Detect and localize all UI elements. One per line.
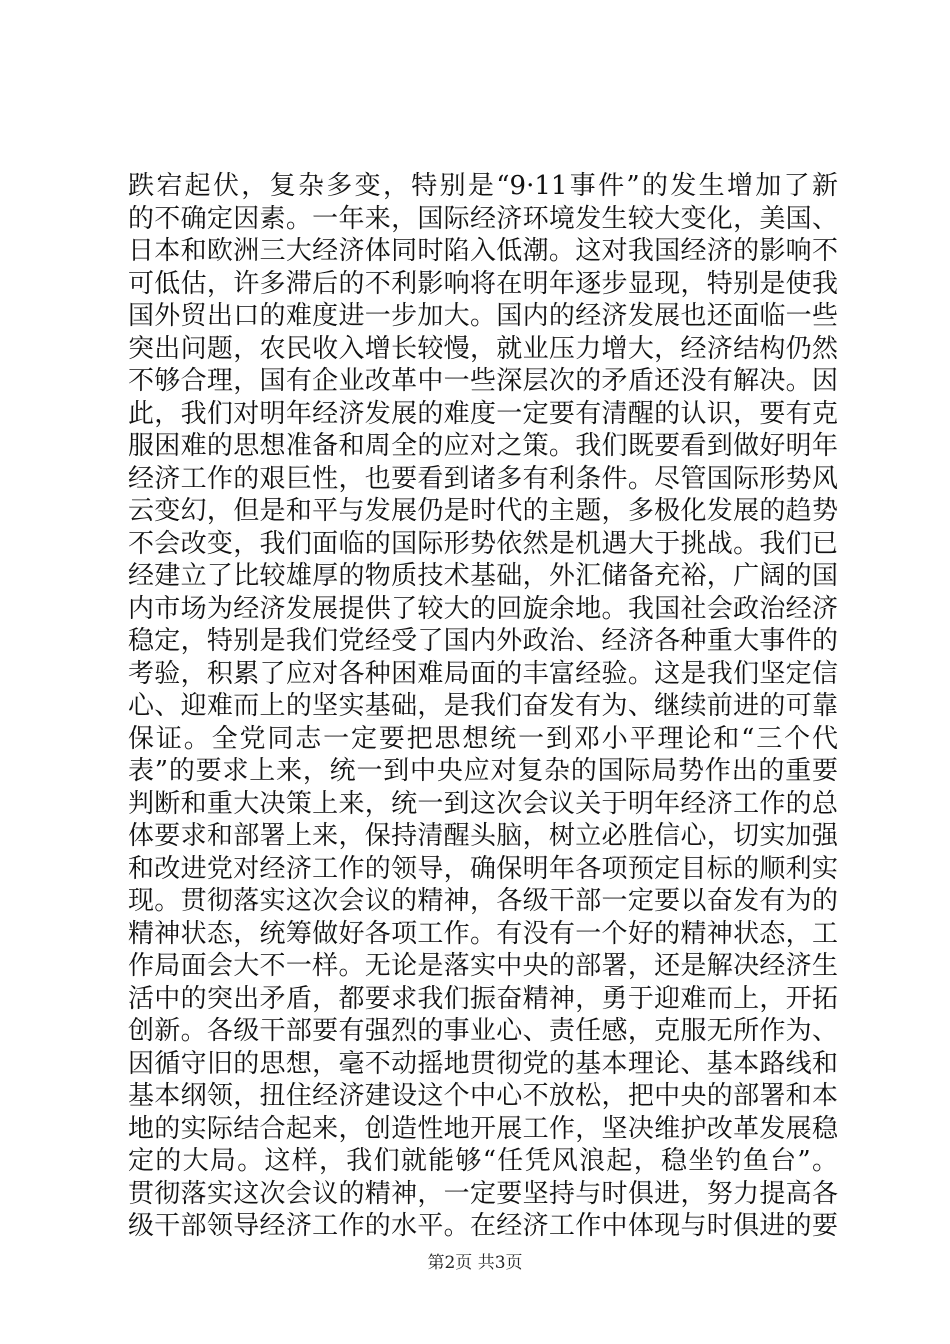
- text-line: 云变幻，但是和平与发展仍是时代的主题，多极化发展的趋势: [128, 496, 838, 526]
- text-line: 创新。各级干部要有强烈的事业心、责任感，克服无所作为、: [128, 1016, 838, 1046]
- text-line: 因循守旧的思想，毫不动摇地贯彻党的基本理论、基本路线和: [128, 1048, 838, 1079]
- text-line: 服困难的思想准备和周全的应对之策。我们既要看到做好明年: [128, 431, 838, 461]
- text-line: 突出问题，农民收入增长较慢，就业压力增大，经济结构仍然: [128, 333, 838, 364]
- text-line: 级干部领导经济工作的水平。在经济工作中体现与时俱进的要: [128, 1211, 838, 1241]
- text-line: 经济工作的艰巨性，也要看到诸多有利条件。尽管国际形势风: [128, 463, 838, 494]
- text-line: 基本纲领，扭住经济建设这个中心不放松，把中央的部署和本: [128, 1081, 838, 1111]
- text-line: 地的实际结合起来，创造性地开展工作，坚决维护改革发展稳: [128, 1113, 838, 1144]
- text-line: 国外贸出口的难度进一步加大。国内的经济发展也还面临一些: [128, 301, 838, 331]
- text-line: 不够合理，国有企业改革中一些深层次的矛盾还没有解决。因: [128, 366, 838, 396]
- text-line: 日本和欧洲三大经济体同时陷入低潮。这对我国经济的影响不: [128, 236, 838, 266]
- text-line: 心、迎难而上的坚实基础，是我们奋发有为、继续前进的可靠: [128, 691, 838, 721]
- text-line: 活中的突出矛盾，都要求我们振奋精神，勇于迎难而上，开拓: [128, 983, 838, 1014]
- text-line: 和改进党对经济工作的领导，确保明年各项预定目标的顺利实: [128, 853, 838, 884]
- text-line: 贯彻落实这次会议的精神，一定要坚持与时俱进，努力提高各: [128, 1178, 838, 1209]
- page-footer: 第2页 共3页: [427, 1253, 523, 1273]
- text-line: 不会改变，我们面临的国际形势依然是机遇大于挑战。我们已: [128, 528, 838, 559]
- text-line: 考验，积累了应对各种困难局面的丰富经验。这是我们坚定信: [128, 658, 838, 689]
- text-line: 作局面会大不一样。无论是落实中央的部署，还是解决经济生: [128, 951, 838, 981]
- text-line: 现。贯彻落实这次会议的精神，各级干部一定要以奋发有为的: [128, 886, 838, 916]
- text-line: 跌宕起伏，复杂多变，特别是“9·11事件”的发生增加了新: [128, 171, 838, 201]
- text-line: 表”的要求上来，统一到中央应对复杂的国际局势作出的重要: [128, 756, 838, 786]
- text-line: 精神状态，统筹做好各项工作。有没有一个好的精神状态，工: [128, 918, 838, 949]
- text-line: 经建立了比较雄厚的物质技术基础，外汇储备充裕，广阔的国: [128, 561, 838, 591]
- text-line: 稳定，特别是我们党经受了国内外政治、经济各种重大事件的: [128, 626, 838, 656]
- text-line: 保证。全党同志一定要把思想统一到邓小平理论和“三个代: [128, 723, 838, 754]
- text-line: 内市场为经济发展提供了较大的回旋余地。我国社会政治经济: [128, 593, 838, 624]
- text-line: 的不确定因素。一年来，国际经济环境发生较大变化，美国、: [128, 203, 838, 234]
- text-line: 定的大局。这样，我们就能够“任凭风浪起，稳坐钓鱼台”。: [128, 1146, 838, 1176]
- text-line: 体要求和部署上来，保持清醒头脑，树立必胜信心，切实加强: [128, 821, 838, 851]
- text-line: 可低估，许多滞后的不利影响将在明年逐步显现，特别是使我: [128, 268, 838, 299]
- text-line: 此，我们对明年经济发展的难度一定要有清醒的认识，要有克: [128, 398, 838, 429]
- text-line: 判断和重大决策上来，统一到这次会议关于明年经济工作的总: [128, 788, 838, 819]
- body-paragraph: [128, 170, 838, 1243]
